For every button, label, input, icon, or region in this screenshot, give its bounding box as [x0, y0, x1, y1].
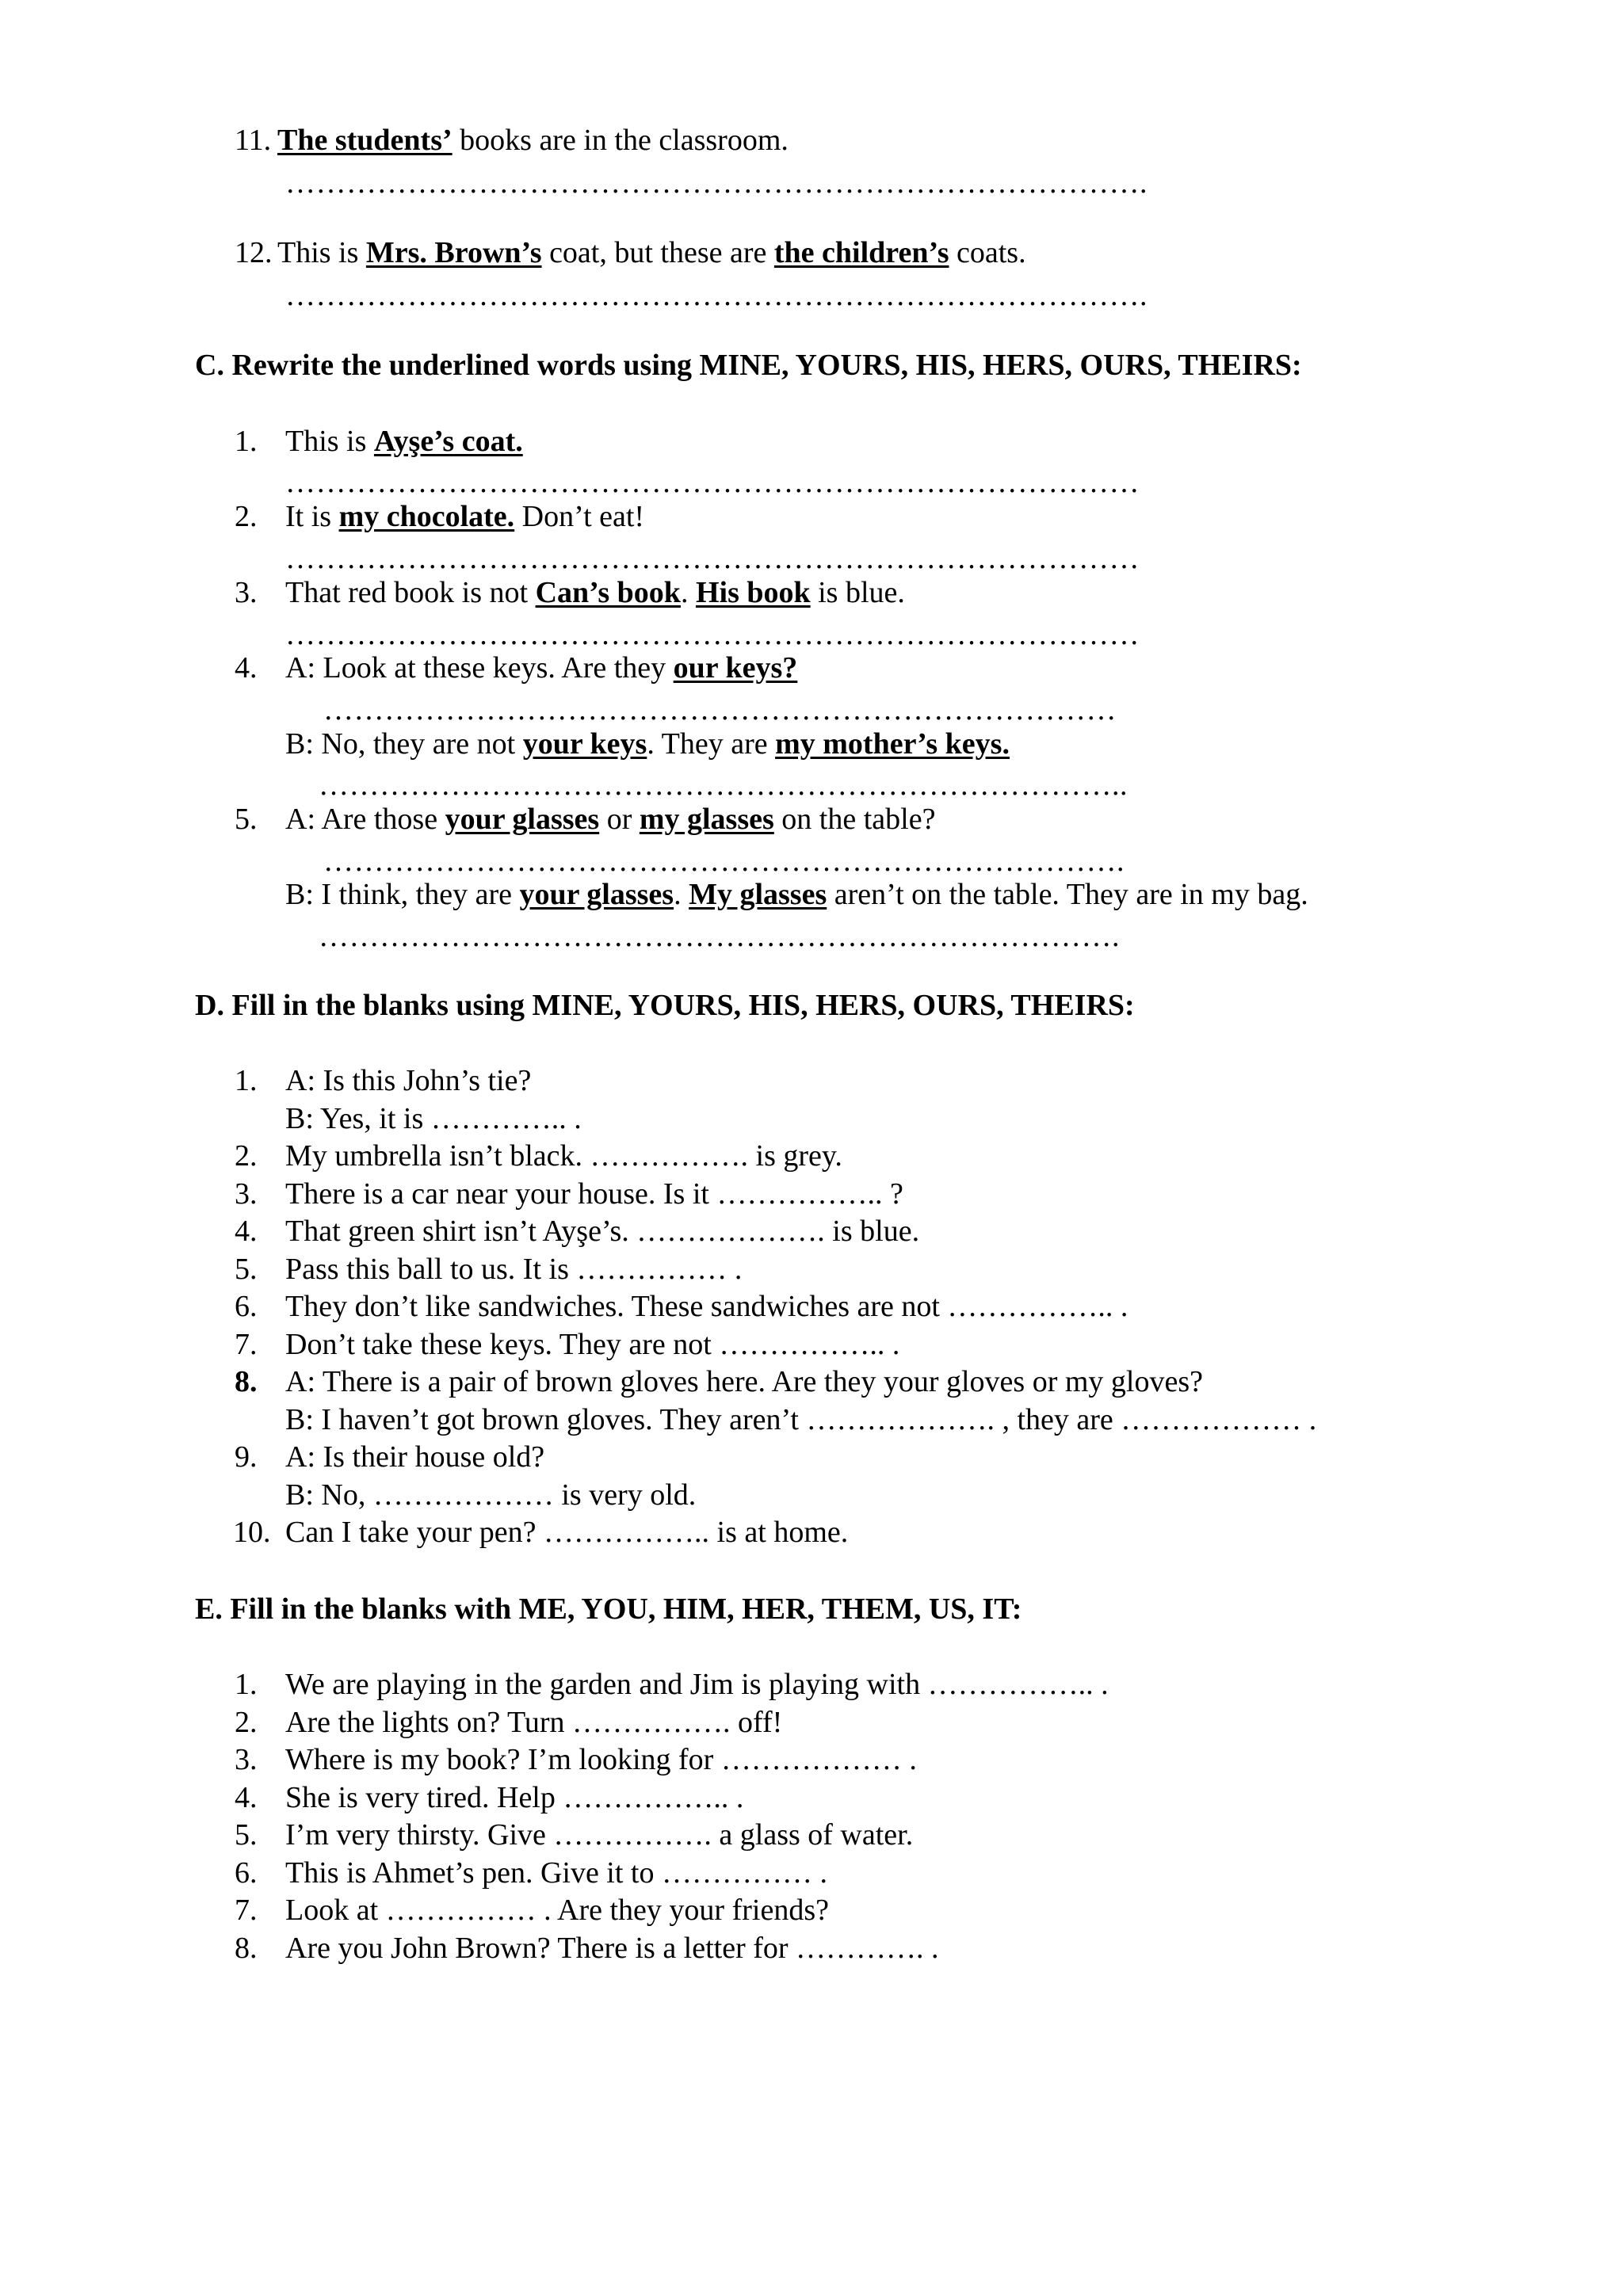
- d-item-line: Can I take your pen? …………….. is at home.: [285, 1516, 849, 1549]
- c-item-text: or: [599, 803, 640, 836]
- c-item-b-text: aren’t on the table. They are in my bag.: [827, 878, 1308, 911]
- e-item-line: We are playing in the garden and Jim is playing with …………….. .: [285, 1668, 1109, 1701]
- answer-blank: …………………………………………………………………….: [319, 920, 1120, 953]
- section-e-heading: E. Fill in the blanks with ME, YOU, HIM, HER, THEM, US, IT:: [195, 1592, 1022, 1626]
- c-item-b-text: B: No, they are not: [285, 727, 523, 761]
- e-item-line: Are you John Brown? There is a letter for …………. .: [285, 1931, 939, 1965]
- c-item-underlined-phrase: our keys?: [673, 651, 798, 685]
- item-number: 7.: [235, 1894, 258, 1927]
- d-item-line: B: I haven’t got brown gloves. They aren’t ………………. , they are ……………… .: [285, 1402, 1317, 1436]
- item-number: 9.: [235, 1440, 258, 1474]
- d-item-line: There is a car near your house. Is it …………….. ?: [285, 1177, 903, 1211]
- e-item-line: Where is my book? I’m looking for ……………… .: [285, 1743, 917, 1776]
- c-item-1: [285, 426, 523, 456]
- item-number: 1.: [235, 425, 258, 458]
- c-item-text: This is: [285, 425, 374, 458]
- item-number: 11.: [235, 124, 272, 157]
- d-item-line: B: No, ……………… is very old.: [285, 1478, 697, 1512]
- c-item-text: It is: [285, 500, 339, 533]
- item-number: 10.: [233, 1516, 271, 1549]
- section-c-heading: C. Rewrite the underlined words using MINE, YOURS, HIS, HERS, OURS, THEIRS:: [195, 349, 1302, 382]
- d-item-line: They don’t like sandwiches. These sandwiches are not …………….. .: [285, 1290, 1128, 1323]
- d-item-line: B: Yes, it is ………….. .: [285, 1101, 582, 1135]
- d-item-line: Pass this ball to us. It is …………… .: [285, 1252, 743, 1286]
- c-item-5-b: [285, 879, 1308, 910]
- c-item-b-underlined-phrase: my mother’s keys.: [775, 727, 1010, 761]
- item-number: 5.: [235, 1252, 258, 1286]
- c-item-b-underlined-phrase: My glasses: [689, 878, 827, 911]
- c-item-text: is blue.: [810, 576, 905, 609]
- answer-blank: …………………………………………………………………………: [285, 618, 1140, 651]
- answer-blank: …………………………………………………………………………: [285, 466, 1140, 499]
- c-item-b-text: B: I think, they are: [285, 878, 520, 911]
- answer-blank: ………………………………………………………………………….: [285, 166, 1148, 200]
- b-item-12-text: coats.: [949, 236, 1026, 269]
- item-number: 5.: [235, 803, 258, 836]
- c-item-4: [285, 653, 797, 683]
- c-item-underlined-phrase: Ayşe’s coat.: [373, 425, 523, 458]
- c-item-underlined-phrase: my chocolate.: [338, 500, 515, 533]
- item-number: 8.: [235, 1931, 258, 1965]
- answer-blank: ………………………………………………………………………….: [285, 279, 1148, 312]
- item-number: 6.: [235, 1290, 258, 1323]
- item-number: 5.: [235, 1818, 258, 1852]
- e-item-line: Look at …………… . Are they your friends?: [285, 1894, 829, 1927]
- c-item-underlined-phrase: your glasses: [445, 803, 600, 836]
- e-item-line: I’m very thirsty. Give ……………. a glass of water.: [285, 1818, 914, 1852]
- c-item-4-b: [285, 729, 1010, 759]
- d-item-line: A: Is this John’s tie?: [285, 1064, 532, 1097]
- b-item-12-text: coat, but these are: [541, 236, 774, 269]
- c-item-b-underlined-phrase: your keys: [522, 727, 647, 761]
- section-d-heading: D. Fill in the blanks using MINE, YOURS, HIS, HERS, OURS, THEIRS:: [195, 989, 1135, 1022]
- d-item-line: Don’t take these keys. They are not …………….. .: [285, 1327, 900, 1361]
- d-item-line: That green shirt isn’t Ayşe’s. ………………. is blue.: [285, 1215, 920, 1248]
- b-item-12: [277, 238, 1026, 268]
- c-item-underlined-phrase: my glasses: [639, 803, 774, 836]
- item-number: 3.: [235, 1743, 258, 1776]
- answer-blank: …………………………………………………………………….: [323, 845, 1125, 878]
- answer-blank: …………………………………………………………………………: [285, 542, 1140, 575]
- c-item-b-underlined-phrase: your glasses: [519, 878, 674, 911]
- item-number: 7.: [235, 1327, 258, 1361]
- item-number: 4.: [235, 1215, 258, 1248]
- c-item-underlined-phrase: Can’s book: [535, 576, 681, 609]
- b-item-12-text: This is: [277, 236, 366, 269]
- b-item-11-text: books are in the classroom.: [452, 124, 789, 157]
- c-item-text: on the table?: [773, 803, 936, 836]
- b-item-11-underlined-phrase: The students’: [277, 124, 453, 157]
- e-item-line: This is Ahmet’s pen. Give it to …………… .: [285, 1855, 827, 1890]
- item-number: 6.: [235, 1855, 258, 1890]
- b-item-12-underlined-phrase: the children’s: [773, 236, 949, 269]
- item-number: 12.: [235, 236, 273, 269]
- answer-blank: ……………………………………………………………………..: [319, 769, 1128, 802]
- item-number: 3.: [235, 576, 258, 609]
- c-item-b-text: .: [674, 878, 689, 911]
- item-number: 8.: [235, 1365, 258, 1398]
- item-number: 2.: [235, 500, 258, 533]
- answer-blank: ……………………………………………………………………: [323, 693, 1117, 727]
- c-item-text: Don’t eat!: [514, 500, 645, 533]
- d-item-line: A: There is a pair of brown gloves here. Are they your gloves or my gloves?: [285, 1365, 1203, 1398]
- item-number: 1.: [235, 1668, 258, 1701]
- item-number: 4.: [235, 1780, 258, 1814]
- item-number: 2.: [235, 1139, 258, 1173]
- d-item-line: My umbrella isn’t black. ……………. is grey.: [285, 1139, 842, 1173]
- c-item-underlined-phrase: His book: [695, 576, 811, 609]
- c-item-text: That red book is not: [285, 576, 536, 609]
- c-item-3: [285, 578, 905, 608]
- item-number: 4.: [235, 651, 258, 685]
- item-number: 2.: [235, 1705, 258, 1739]
- c-item-text: A: Are those: [285, 803, 445, 836]
- c-item-text: .: [680, 576, 696, 609]
- c-item-5: [285, 804, 935, 834]
- c-item-b-text: . They are: [647, 727, 776, 761]
- e-item-line: She is very tired. Help …………….. .: [285, 1780, 744, 1814]
- item-number: 3.: [235, 1177, 258, 1211]
- b-item-11: [277, 125, 789, 155]
- b-item-12-underlined-phrase: Mrs. Brown’s: [365, 236, 542, 269]
- c-item-2: [285, 502, 644, 532]
- c-item-text: A: Look at these keys. Are they: [285, 651, 674, 685]
- d-item-line: A: Is their house old?: [285, 1440, 545, 1474]
- e-item-line: Are the lights on? Turn ……………. off!: [285, 1705, 783, 1739]
- item-number: 1.: [235, 1064, 258, 1097]
